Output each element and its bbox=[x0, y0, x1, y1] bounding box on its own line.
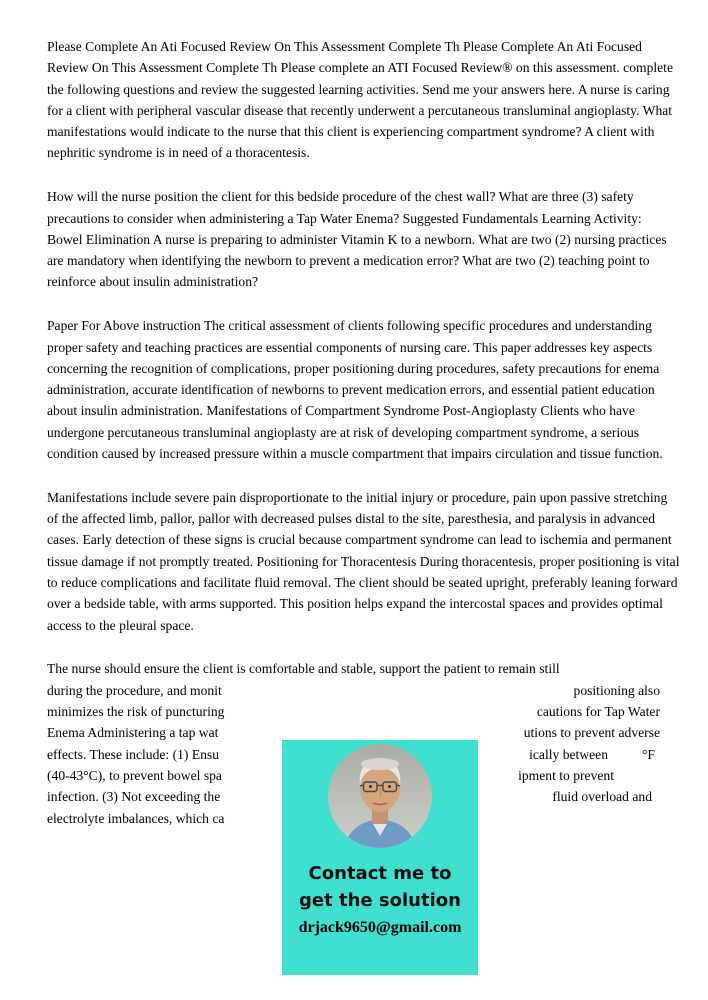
line-fragment-left: during the procedure, and monit bbox=[47, 682, 222, 698]
line-fragment-right: ipment to prevent bbox=[518, 767, 614, 783]
text-line bbox=[47, 701, 680, 722]
line-fragment-left: infection. (3) Not exceeding the bbox=[47, 789, 221, 805]
line-fragment-left: electrolyte imbalances, which ca bbox=[47, 810, 225, 826]
text-line bbox=[47, 680, 680, 701]
contact-email[interactable]: drjack9650@gmail.com bbox=[298, 919, 462, 936]
contact-message bbox=[299, 860, 461, 914]
line-fragment-left: effects. These include: (1) Ensu bbox=[47, 746, 220, 762]
paragraph-1: Please Complete An Ati Focused Review On This Assessment Complete Th Please Complete An Ati Focused Review On This Assessment Complete Th Please complete an ATI Focused Review® on this assessment. complete the following questions and review the suggested learning activities. Send me your answers here. A nurse is caring for a client with peripheral vascular disease that recently underwent a percutaneous transluminal angioplasty. What manifestations would indicate to the nurse that this client is experiencing compartment syndrome? A client with nephritic syndrome is in need of a thoracentesis. bbox=[47, 39, 673, 161]
line-fragment-left: Enema Administering a tap wat bbox=[47, 725, 219, 741]
line-fragment-right: cautions for Tap Water bbox=[536, 704, 660, 720]
contact-message-line-1: Contact me to bbox=[308, 863, 452, 884]
document-body bbox=[47, 36, 680, 829]
paragraph-3: Paper For Above instruction The critical assessment of clients following specific procedures and understanding proper safety and teaching practices are essential components of nursing care. This paper addresses key aspects concerning the recognition of complications, proper positioning during procedures, safety precautions for enema administration, accurate identification of newborns to prevent medication errors, and essential patient education about insulin administration. Manifestations of Compartment Syndrome Post-Angioplasty Clients who have undergone percutaneous transluminal angioplasty are at risk of developing compartment syndrome, a serious condition caused by increased pressure within a muscle compartment that impairs circulation and tissue function. bbox=[47, 318, 663, 462]
paragraph-2: How will the nurse position the client for this bedside procedure of the chest wall? What are three (3) safety precautions to consider when administering a Tap Water Enema? Suggested Fundamentals Learning Activity: Bowel Elimination A nurse is preparing to administer Vitamin K to a newborn. What are two (2) nursing practices are mandatory when identifying the newborn to prevent a medication error? What are two (2) teaching point to reinforce about insulin administration? bbox=[47, 189, 667, 290]
tutor-photo bbox=[328, 744, 432, 848]
paragraph-4: Manifestations include severe pain disproportionate to the initial injury or procedure, pain upon passive stretching of the affected limb, pallor, pallor with decreased pulses distal to the site, paresthesia, and paralysis in advanced cases. Early detection of these signs is crucial because compartment syndrome can lead to ischemia and permanent tissue damage if not promptly treated. Positioning for Thoracentesis During thoracentesis, proper positioning is vital to reduce complications and facilitate fluid removal. The client should be seated upright, preferably leaning forward over a bedside table, with arms supported. This position helps expand the intercostal spaces and provides optimal access to the pleural space. bbox=[47, 489, 680, 633]
line-fragment-left: minimizes the risk of puncturing bbox=[47, 704, 225, 720]
line-fragment-left: The nurse should ensure the client is comfortable and stable, support the patient to remain still bbox=[47, 661, 560, 677]
tutor-photo-graphic bbox=[328, 744, 432, 848]
contact-message-line-2: get the solution bbox=[299, 890, 461, 911]
line-fragment-right: utions to prevent adverse bbox=[523, 725, 660, 741]
contact-overlay bbox=[282, 740, 478, 975]
line-fragment-right: fluid overload and bbox=[552, 789, 652, 805]
line-fragment-left: (40-43°C), to prevent bowel spa bbox=[47, 767, 222, 783]
text-line bbox=[47, 658, 680, 679]
line-fragment-right: positioning also bbox=[573, 682, 660, 698]
line-fragment-right: ically between °F bbox=[529, 746, 655, 762]
